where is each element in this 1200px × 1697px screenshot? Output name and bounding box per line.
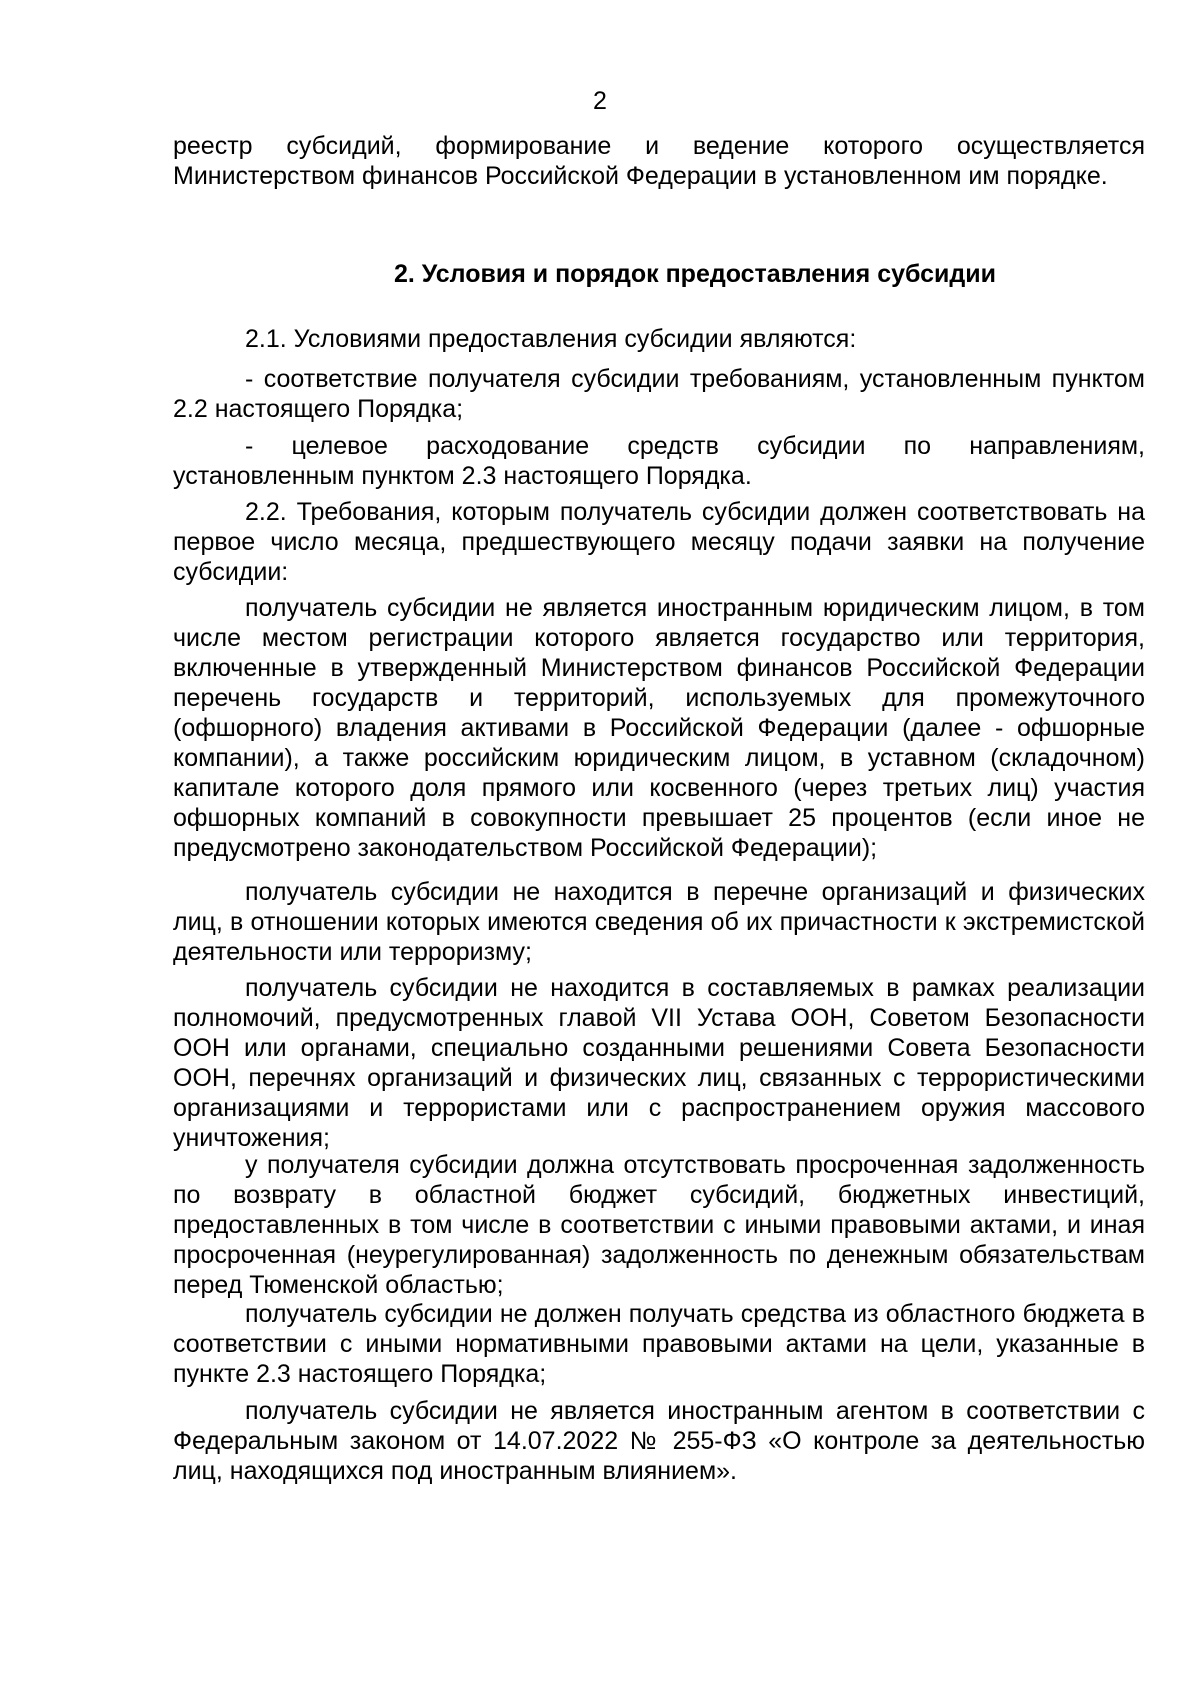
paragraph-text: получатель субсидии не находится в перечне организаций и физических лиц, в отношении которых имеются сведения об их причастности к экстремистской деятельности или терроризму;: [173, 878, 1145, 966]
requirement-foreign-agent: [173, 1396, 1145, 1486]
requirement-extremism: [173, 877, 1145, 967]
paragraph-text: - целевое расходование средств субсидии по направлениям, установленным пунктом 2.3 настоящего Порядка.: [173, 432, 1145, 490]
paragraph-2-1: [173, 324, 1145, 354]
paragraph-text: получатель субсидии не должен получать средства из областного бюджета в соответствии с иными нормативными правовыми актами на цели, указанные в пункте 2.3 настоящего Порядка;: [173, 1300, 1145, 1388]
condition-item-2: [173, 431, 1145, 491]
paragraph-text: реестр субсидий, формирование и ведение которого осуществляется Министерством финансов Российской Федерации в установленном им порядке.: [173, 132, 1145, 190]
paragraph-text: получатель субсидии не является иностранным агентом в соответствии с Федеральным законом от 14.07.2022 № 255-ФЗ «О контроле за деятельностью лиц, находящихся под иностранным влиянием».: [173, 1397, 1145, 1485]
paragraph-text: 2.2. Требования, которым получатель субсидии должен соответствовать на первое число месяца, предшествующего месяцу подачи заявки на получение субсидии:: [173, 498, 1145, 586]
paragraph-text: получатель субсидии не является иностранным юридическим лицом, в том числе местом регистрации которого является государство или территория, включенные в утвержденный Министерством финансов Российской Федерации перечень государств и территорий, используемых для промежуточного (офшорного) владения активами в Российской Федерации (далее - офшорные компании), а также российским юридическим лицом, в уставном (складочном) капитале которого доля прямого или косвенного (через третьих лиц) участия офшорных компаний в совокупности превышает 25 процентов (если иное не предусмотрено законодательством Российской Федерации);: [173, 594, 1145, 862]
requirement-offshore: [173, 593, 1145, 863]
paragraph-text: - соответствие получателя субсидии требованиям, установленным пунктом 2.2 настоящего Порядка;: [173, 365, 1145, 423]
page-number: 2: [593, 87, 607, 115]
paragraph-2-2: [173, 497, 1145, 587]
intro-paragraph: [173, 131, 1145, 191]
paragraph-text: получатель субсидии не находится в составляемых в рамках реализации полномочий, предусмотренных главой VII Устава ООН, Советом Безопасности ООН или органами, специально созданными решениями Совета Безопасности ООН, перечнях организаций и физических лиц, связанных с террористическими организациями и террористами или с распространением оружия массового уничтожения;: [173, 974, 1145, 1152]
requirement-other-funds: [173, 1299, 1145, 1389]
condition-item-1: [173, 364, 1145, 424]
section-heading: 2. Условия и порядок предоставления субсидии: [393, 260, 996, 288]
requirement-un-lists: [173, 973, 1145, 1153]
paragraph-text: 2.1. Условиями предоставления субсидии являются:: [245, 325, 857, 353]
requirement-debt: [173, 1150, 1145, 1300]
paragraph-text: у получателя субсидии должна отсутствовать просроченная задолженность по возврату в областной бюджет субсидий, бюджетных инвестиций, предоставленных в том числе в соответствии с иными правовыми актами, и иная просроченная (неурегулированная) задолженность по денежным обязательствам перед Тюменской областью;: [173, 1151, 1145, 1299]
